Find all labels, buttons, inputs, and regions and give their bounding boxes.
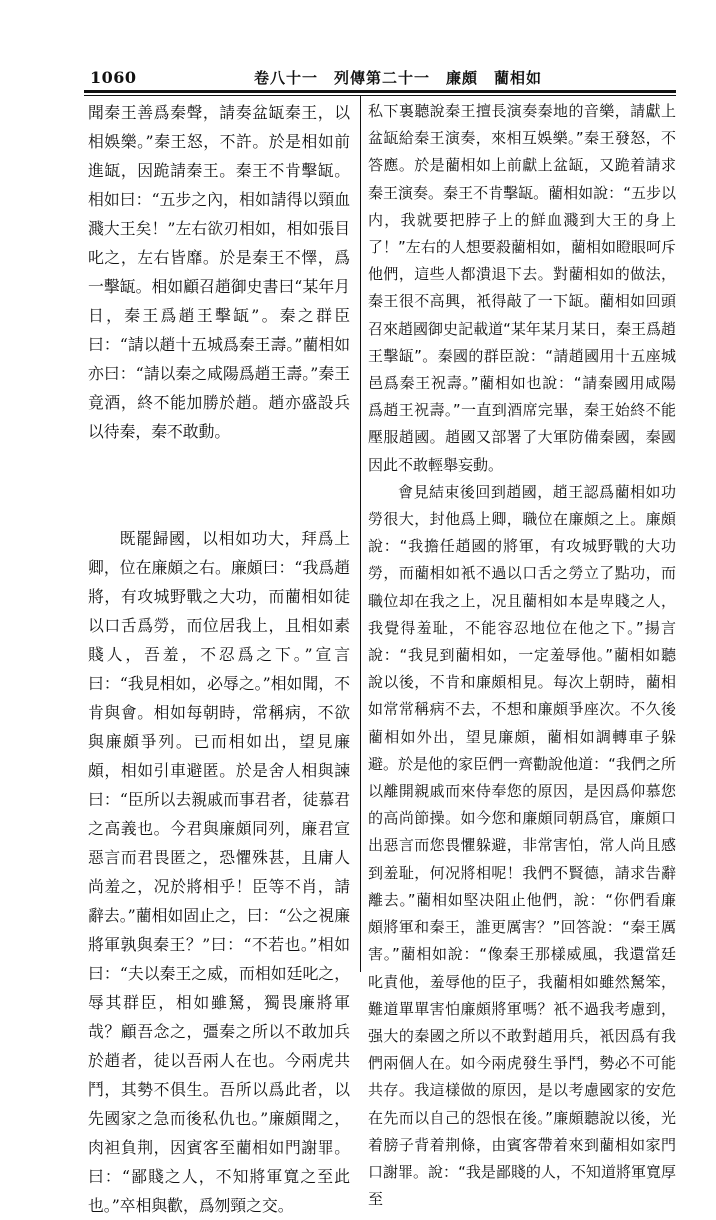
classical-paragraph-2: 既罷歸國，以相如功大，拜爲上卿，位在廉頗之右。廉頗曰：“我爲趙將，有攻城野戰之大功，而藺相如徒以口舌爲勞，而位居我上，且相如素賤人，吾羞，不忍爲之下。”宣言曰：“我見相如，必辱之。”相如聞，不肯與會。相如每朝時，常稱病，不欲與廉頗爭列。已而相如出，望見廉頗，相如引車避匿。於是舍人相與諫曰：“臣所以去親戚而事君者，徒慕君之高義也。今君與廉頗同列，廉君宣惡言而君畏匿之，恐懼殊甚，且庸人尚羞之，况於將相乎！臣等不肖，請辭去。”藺相如固止之，曰：“公之視廉將軍孰與秦王？”曰：“不若也。”相如曰：“夫以秦王之威，而相如廷叱之，辱其群臣，相如雖駑，獨畏廉將軍哉？顧吾念之，彊秦之所以不敢加兵於趙者，徒以吾兩人在也。今兩虎共鬥，其勢不俱生。吾所以爲此者，以先國家之急而後私仇也。”廉頗聞之，肉袒負荆，因賓客至藺相如門謝罪。曰：“鄙賤之人，不知將軍寬之至此也。”卒相與歡，爲刎頸之交。 — [88, 529, 350, 1215]
translation-paragraph-2: 會見結束後回到趙國，趙王認爲藺相如功勞很大，封他爲上卿，職位在廉頗之上。廉頗說：“我擔任趙國的將軍，有攻城野戰的大功勞，而藺相如衹不過以口舌之勞立了點功，而職位却在我之上，况且藺相如本是卑賤之人，我覺得羞耻，不能容忍地位在他之下。”揚言說：“我見到藺相如，一定羞辱他。”藺相如聽說以後，不肯和廉頗相見。每次上朝時，藺相如常常稱病不去，不想和廉頗爭座次。不久後藺相如外出，望見廉頗，藺相如調轉車子躲避。於是他的家臣們一齊勸說他道：“我們之所以離開親戚而來侍奉您的原因，是因爲仰慕您的高尚節操。如今您和廉頗同朝爲官，廉頗口出惡言而您畏懼躲避，非常害怕，常人尚且感到羞耻，何况將相呢！我們不賢德，請求告辭離去。”藺相如堅决阻止他們，說：“你們看廉頗將軍和秦王，誰更厲害？”回答說：“秦王厲害。”藺相如說：“像秦王那樣威風，我還當廷叱責他，羞辱他的臣子，我藺相如雖然駑笨，難道單單害怕廉頗將軍嗎？衹不過我考慮到，强大的秦國之所以不敢對趙用兵，衹因爲有我們兩個人在。如今兩虎發生爭鬥，勢必不可能共存。我這樣做的原因，是以考慮國家的安危在先而以自己的怨恨在後。”廉頗聽說以後，光着膀子背着荆條，由賓客帶着來到藺相如家門口謝罪。說：“我是鄙賤的人，不知道將軍寬厚至 — [368, 482, 676, 1209]
column-divider — [360, 96, 361, 972]
header-rule-thin — [84, 95, 676, 96]
classical-paragraph-1: 聞秦王善爲秦聲，請奏盆缻秦王，以相娛樂。”秦王怒，不許。於是相如前進缻，因跪請秦王。秦王不肯擊缻。相如曰：“五步之內，相如請得以頸血濺大王矣！”左右欲刃相如，相如張目叱之，左右皆靡。於是秦王不懌，爲一擊缻。相如顧召趙御史書曰“某年月日，秦王爲趙王擊缻”。秦之群臣曰：“請以趙十五城爲秦王壽。”藺相如亦曰：“請以秦之咸陽爲趙王壽。”秦王竟酒，終不能加勝於趙。趙亦盛設兵以待秦，秦不敢動。 — [88, 103, 350, 441]
translation-paragraph-1: 私下裏聽說秦王擅長演奏秦地的音樂，請獻上盆缻給秦王演奏，來相互娛樂。”秦王發怒，不答應。於是藺相如上前獻上盆缻，又跪着請求秦王演奏。秦王不肯擊缻。藺相如說：“五步以内，我就要把脖子上的鮮血濺到大王的身上了！”左右的人想要殺藺相如，藺相如瞪眼呵斥他們，這些人都潰退下去。對藺相如的做法，秦王很不高興，衹得敲了一下缻。藺相如回頭召來趙國御史記載道“某年某月某日，秦王爲趙王擊缻”。秦國的群臣說：“請趙國用十五座城邑爲秦王祝壽。”藺相如也說：“請秦國用咸陽爲趙王祝壽。”一直到酒席完畢，秦王始終不能壓服趙國。趙國又部署了大軍防備秦國，秦國因此不敢輕舉妄動。 — [368, 102, 676, 474]
header-rule-thick — [84, 90, 676, 93]
classical-text-column — [88, 98, 350, 1220]
page-number: 1060 — [90, 68, 137, 87]
paragraph-gap — [88, 446, 350, 524]
running-title: 卷八十一 列傳第二十一 廉頗 藺相如 — [254, 69, 543, 87]
translation-column — [368, 98, 676, 1213]
page-header — [84, 62, 676, 88]
